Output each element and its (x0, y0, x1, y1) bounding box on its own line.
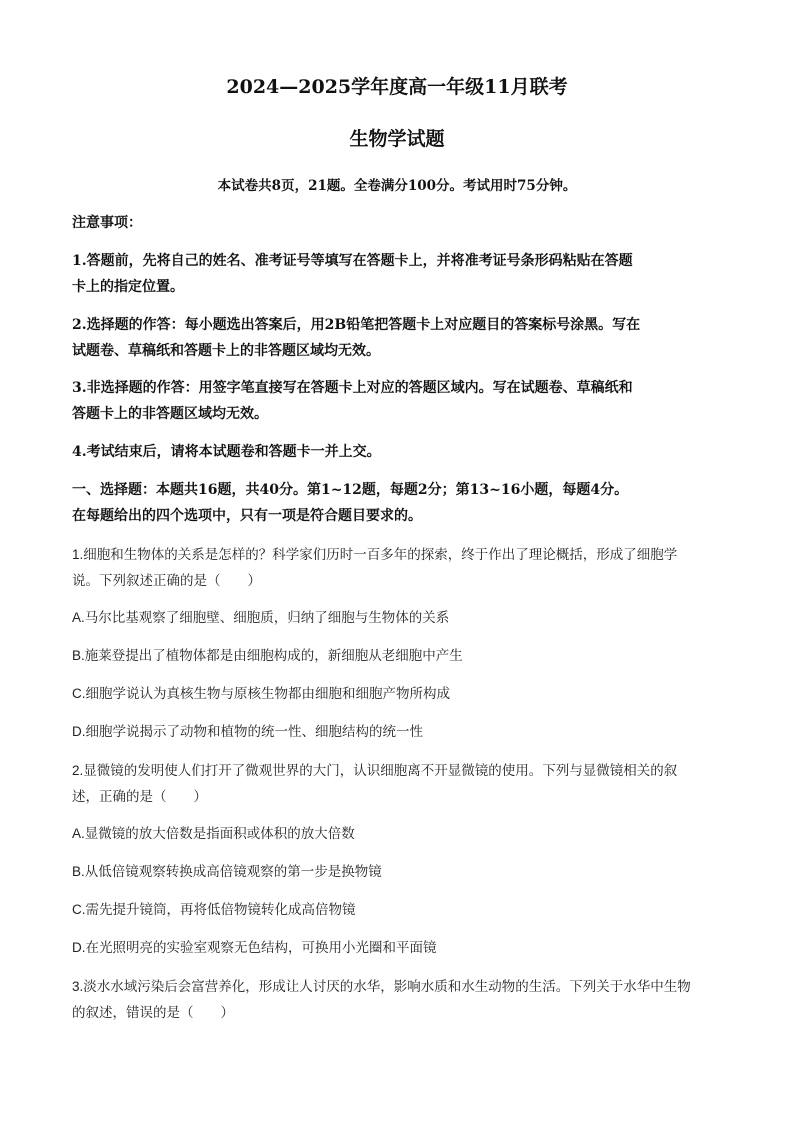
question-1-option-a: A.马尔比基观察了细胞壁、细胞质，归纳了细胞与生物体的关系 (72, 610, 450, 625)
question-2-option-a: A.显微镜的放大倍数是指面积或体积的放大倍数 (72, 826, 355, 841)
question-1-stem-line-2: 说。下列叙述正确的是（ ） (72, 573, 261, 588)
question-1-stem-line-1: 1.细胞和生物体的关系是怎样的？科学家们历时一百多年的探索，终于作出了理论概括，形成了细胞学 (72, 547, 678, 562)
question-1-option-b: B.施莱登提出了植物体都是由细胞构成的，新细胞从老细胞中产生 (72, 648, 463, 663)
question-1-option-c: C.细胞学说认为真核生物与原核生物都由细胞和细胞产物所构成 (72, 686, 450, 701)
note-item-1-line-2: 卡上的指定位置。 (72, 279, 184, 295)
question-3-stem-line-1: 3.淡水水域污染后会富营养化，形成让人讨厌的水华，影响水质和水生动物的生活。下列关于水华中生物 (72, 979, 691, 994)
question-1-option-d: D.细胞学说揭示了动物和植物的统一性、细胞结构的统一性 (72, 724, 423, 739)
question-3-stem-line-2: 的叙述，错误的是（ ） (72, 1005, 234, 1020)
notes-heading: 注意事项： (72, 215, 142, 231)
exam-intro: 本试卷共8页，21题。全卷满分100分。考试用时75分钟。 (217, 178, 577, 194)
section-1-heading: 一、选择题：本题共16题，共40分。第1~12题，每题2分；第13~16小题，每题4分。 (72, 482, 629, 498)
section-1-instructions: 在每题给出的四个选项中，只有一项是符合题目要求的。 (72, 508, 422, 524)
note-item-3-line-1: 3.非选择题的作答：用签字笔直接写在答题卡上对应的答题区域内。写在试题卷、草稿纸和 (72, 380, 633, 396)
exam-title: 2024—2025学年度高一年级11月联考 (226, 76, 568, 98)
question-2-stem-line-2: 述，正确的是（ ） (72, 789, 207, 804)
question-2-option-d: D.在光照明亮的实验室观察无色结构，可换用小光圈和平面镜 (72, 940, 437, 955)
subject-title: 生物学试题 (349, 128, 445, 150)
note-item-2-line-1: 2.选择题的作答：每小题选出答案后，用2B铅笔把答题卡上对应题目的答案标号涂黑。写在 (72, 317, 641, 333)
note-item-4: 4.考试结束后，请将本试题卷和答题卡一并上交。 (72, 444, 381, 460)
question-2-stem-line-1: 2.显微镜的发明使人们打开了微观世界的大门，认识细胞离不开显微镜的使用。下列与显微镜相关的叙 (72, 763, 678, 778)
note-item-3-line-2: 答题卡上的非答题区域均无效。 (72, 406, 268, 422)
question-2-option-c: C.需先提升镜筒，再将低倍物镜转化成高倍物镜 (72, 902, 356, 917)
note-item-1-line-1: 1.答题前，先将自己的姓名、准考证号等填写在答题卡上，并将准考证号条形码粘贴在答题 (72, 253, 633, 269)
question-2-option-b: B.从低倍镜观察转换成高倍镜观察的第一步是换物镜 (72, 864, 382, 879)
note-item-2-line-2: 试题卷、草稿纸和答题卡上的非答题区域均无效。 (72, 343, 380, 359)
